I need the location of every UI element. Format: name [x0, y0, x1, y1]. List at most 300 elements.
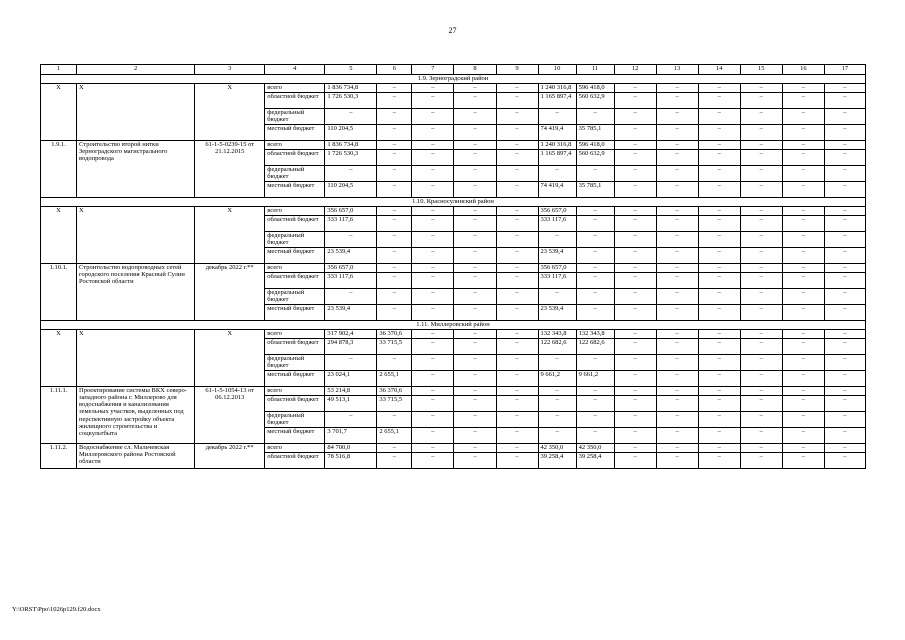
funding-source-label: местный бюджет [265, 305, 325, 321]
amount-cell: – [740, 305, 782, 321]
amount-cell: – [454, 248, 496, 264]
amount-cell: – [412, 273, 454, 289]
amount-cell: – [782, 109, 824, 125]
amount-cell: – [496, 305, 538, 321]
amount-cell: – [377, 305, 412, 321]
amount-cell: 35 785,1 [576, 182, 614, 198]
table-row [41, 264, 866, 273]
funding-source-label: местный бюджет [265, 182, 325, 198]
amount-cell: 333 117,6 [325, 273, 377, 289]
amount-cell: – [782, 125, 824, 141]
item-name: Х [77, 207, 195, 264]
amount-cell: 1 726 530,3 [325, 93, 377, 109]
funding-source-label: областной бюджет [265, 396, 325, 412]
amount-cell: – [576, 289, 614, 305]
amount-cell: – [325, 289, 377, 305]
amount-cell: – [740, 339, 782, 355]
amount-cell: – [614, 109, 656, 125]
amount-cell: 596 418,0 [576, 141, 614, 150]
amount-cell: – [496, 289, 538, 305]
amount-cell: – [614, 330, 656, 339]
funding-source-label: областной бюджет [265, 150, 325, 166]
amount-cell: – [454, 264, 496, 273]
amount-cell: – [412, 371, 454, 387]
amount-cell: – [656, 248, 698, 264]
amount-cell: – [454, 273, 496, 289]
amount-cell: – [656, 371, 698, 387]
amount-cell: – [412, 264, 454, 273]
amount-cell: – [538, 396, 576, 412]
amount-cell: – [698, 264, 740, 273]
funding-source-label: всего [265, 207, 325, 216]
column-header: 9 [496, 65, 538, 75]
amount-cell: – [740, 141, 782, 150]
amount-cell: – [325, 166, 377, 182]
amount-cell: 49 513,1 [325, 396, 377, 412]
amount-cell: 356 657,0 [538, 207, 576, 216]
item-document: декабрь 2022 г.** [195, 444, 265, 469]
amount-cell: – [538, 166, 576, 182]
column-header: 5 [325, 65, 377, 75]
column-header: 14 [698, 65, 740, 75]
funding-source-label: всего [265, 264, 325, 273]
amount-cell: – [782, 339, 824, 355]
amount-cell: 36 370,6 [377, 330, 412, 339]
amount-cell: 1 836 734,8 [325, 141, 377, 150]
funding-source-label: федеральный бюджет [265, 232, 325, 248]
amount-cell: – [656, 355, 698, 371]
funding-source-label: федеральный бюджет [265, 166, 325, 182]
amount-cell: – [656, 207, 698, 216]
item-number: Х [41, 330, 77, 387]
amount-cell: – [377, 355, 412, 371]
amount-cell: – [740, 444, 782, 453]
budget-table [40, 64, 866, 469]
amount-cell: – [614, 355, 656, 371]
amount-cell: – [412, 305, 454, 321]
amount-cell: – [782, 150, 824, 166]
amount-cell: – [614, 428, 656, 444]
amount-cell: 317 902,4 [325, 330, 377, 339]
amount-cell: – [824, 141, 865, 150]
amount-cell: 1 240 316,8 [538, 141, 576, 150]
amount-cell: – [576, 109, 614, 125]
funding-source-label: федеральный бюджет [265, 109, 325, 125]
amount-cell: – [496, 330, 538, 339]
amount-cell: 356 657,0 [538, 264, 576, 273]
column-header: 13 [656, 65, 698, 75]
amount-cell: – [824, 412, 865, 428]
amount-cell: – [496, 248, 538, 264]
amount-cell: – [740, 453, 782, 469]
amount-cell: – [454, 305, 496, 321]
amount-cell: – [656, 428, 698, 444]
item-name: Проектирование системы ВКХ северо-западного района г. Миллерово для водоснабжения и канализования земельных участков, выделенных под перспективную застройку объекта жилищного строительства и соцкультбыта [77, 387, 195, 444]
amount-cell: 39 258,4 [576, 453, 614, 469]
amount-cell: 53 214,8 [325, 387, 377, 396]
amount-cell: 23 539,4 [325, 248, 377, 264]
amount-cell: 356 657,0 [325, 264, 377, 273]
amount-cell: – [412, 412, 454, 428]
amount-cell: – [656, 264, 698, 273]
amount-cell: – [656, 453, 698, 469]
amount-cell: – [614, 273, 656, 289]
amount-cell: – [454, 330, 496, 339]
page-number: 27 [448, 26, 457, 35]
amount-cell: – [377, 84, 412, 93]
amount-cell: 560 632,9 [576, 93, 614, 109]
amount-cell: – [824, 273, 865, 289]
amount-cell: – [824, 93, 865, 109]
amount-cell: – [496, 125, 538, 141]
amount-cell: – [782, 84, 824, 93]
amount-cell: 110 204,5 [325, 182, 377, 198]
amount-cell: – [740, 166, 782, 182]
column-header: 1 [41, 65, 77, 75]
amount-cell: – [656, 84, 698, 93]
amount-cell: – [377, 289, 412, 305]
amount-cell: – [698, 453, 740, 469]
amount-cell: – [824, 371, 865, 387]
amount-cell: – [412, 182, 454, 198]
amount-cell: – [656, 273, 698, 289]
amount-cell: – [656, 232, 698, 248]
amount-cell: – [576, 264, 614, 273]
amount-cell: – [782, 166, 824, 182]
amount-cell: – [782, 444, 824, 453]
amount-cell: – [698, 371, 740, 387]
column-header: 11 [576, 65, 614, 75]
funding-source-label: местный бюджет [265, 428, 325, 444]
amount-cell: 333 117,6 [538, 216, 576, 232]
amount-cell: 2 655,1 [377, 371, 412, 387]
amount-cell: – [538, 289, 576, 305]
amount-cell: 42 350,0 [576, 444, 614, 453]
amount-cell: – [782, 248, 824, 264]
amount-cell: – [824, 248, 865, 264]
amount-cell: – [377, 93, 412, 109]
column-header: 17 [824, 65, 865, 75]
amount-cell: – [496, 264, 538, 273]
amount-cell: 23 024,1 [325, 371, 377, 387]
amount-cell: – [824, 216, 865, 232]
funding-source-label: областной бюджет [265, 216, 325, 232]
amount-cell: – [412, 453, 454, 469]
amount-cell: 333 117,6 [325, 216, 377, 232]
item-document: декабрь 2022 г.** [195, 264, 265, 321]
amount-cell: – [740, 109, 782, 125]
amount-cell: – [412, 150, 454, 166]
amount-cell: – [454, 109, 496, 125]
amount-cell: – [656, 330, 698, 339]
funding-source-label: областной бюджет [265, 453, 325, 469]
amount-cell: – [614, 141, 656, 150]
amount-cell: – [614, 93, 656, 109]
amount-cell: – [576, 355, 614, 371]
amount-cell: – [824, 182, 865, 198]
amount-cell: – [656, 444, 698, 453]
amount-cell: 33 715,5 [377, 396, 412, 412]
amount-cell: – [740, 387, 782, 396]
amount-cell: – [377, 264, 412, 273]
table-row [41, 444, 866, 453]
amount-cell: – [614, 84, 656, 93]
amount-cell: – [412, 387, 454, 396]
item-name: Строительство водопроводных сетей городского поселения Красный Сулин Ростовской области [77, 264, 195, 321]
amount-cell: – [377, 207, 412, 216]
amount-cell: – [412, 339, 454, 355]
amount-cell: – [614, 387, 656, 396]
amount-cell: – [576, 166, 614, 182]
section-row [41, 321, 866, 330]
amount-cell: 1 165 897,4 [538, 93, 576, 109]
amount-cell: 1 726 530,3 [325, 150, 377, 166]
amount-cell: – [454, 387, 496, 396]
amount-cell: 23 539,4 [325, 305, 377, 321]
amount-cell: – [377, 125, 412, 141]
amount-cell: – [412, 141, 454, 150]
amount-cell: – [656, 387, 698, 396]
amount-cell: – [496, 273, 538, 289]
amount-cell: – [412, 232, 454, 248]
amount-cell: – [698, 182, 740, 198]
amount-cell: – [824, 264, 865, 273]
amount-cell: – [656, 141, 698, 150]
amount-cell: – [614, 339, 656, 355]
item-document: Х [195, 84, 265, 141]
item-number: 1.9.1. [41, 141, 77, 198]
funding-source-label: федеральный бюджет [265, 289, 325, 305]
amount-cell: – [656, 289, 698, 305]
amount-cell: – [698, 207, 740, 216]
amount-cell: – [538, 232, 576, 248]
amount-cell: – [824, 232, 865, 248]
amount-cell: – [496, 428, 538, 444]
amount-cell: – [656, 216, 698, 232]
funding-source-label: областной бюджет [265, 339, 325, 355]
amount-cell: 84 700,0 [325, 444, 377, 453]
item-number: 1.10.1. [41, 264, 77, 321]
amount-cell: – [377, 453, 412, 469]
amount-cell: 9 661,2 [576, 371, 614, 387]
amount-cell: – [412, 428, 454, 444]
amount-cell: – [412, 355, 454, 371]
amount-cell: – [377, 182, 412, 198]
amount-cell: – [377, 216, 412, 232]
amount-cell: 1 165 897,4 [538, 150, 576, 166]
column-header: 2 [77, 65, 195, 75]
amount-cell: 110 204,5 [325, 125, 377, 141]
amount-cell: – [698, 339, 740, 355]
amount-cell: 23 539,4 [538, 248, 576, 264]
amount-cell: 74 419,4 [538, 182, 576, 198]
funding-source-label: областной бюджет [265, 273, 325, 289]
amount-cell: – [824, 428, 865, 444]
amount-cell: – [496, 453, 538, 469]
amount-cell: – [782, 453, 824, 469]
amount-cell: – [656, 182, 698, 198]
amount-cell: – [325, 355, 377, 371]
amount-cell: – [824, 125, 865, 141]
amount-cell: – [377, 412, 412, 428]
amount-cell: – [496, 339, 538, 355]
amount-cell: 596 418,0 [576, 84, 614, 93]
amount-cell: – [496, 93, 538, 109]
amount-cell: – [824, 355, 865, 371]
amount-cell: – [496, 216, 538, 232]
amount-cell: – [576, 273, 614, 289]
amount-cell: – [824, 339, 865, 355]
amount-cell: – [698, 216, 740, 232]
item-name: Строительство второй нитки Зерноградского магистрального водопровода [77, 141, 195, 198]
amount-cell: – [656, 125, 698, 141]
amount-cell: – [614, 453, 656, 469]
amount-cell: – [538, 109, 576, 125]
amount-cell: – [412, 109, 454, 125]
amount-cell: – [454, 232, 496, 248]
amount-cell: – [782, 387, 824, 396]
amount-cell: – [824, 84, 865, 93]
amount-cell: – [740, 412, 782, 428]
item-name: Водоснабжение сл. Мальчевская Миллеровского района Ростовской области [77, 444, 195, 469]
amount-cell: – [740, 264, 782, 273]
table-row [41, 330, 866, 339]
amount-cell: – [377, 273, 412, 289]
amount-cell: – [782, 216, 824, 232]
amount-cell: – [656, 305, 698, 321]
amount-cell: – [614, 412, 656, 428]
amount-cell: – [538, 412, 576, 428]
amount-cell: – [782, 330, 824, 339]
amount-cell: – [782, 355, 824, 371]
amount-cell: – [496, 412, 538, 428]
amount-cell: – [656, 93, 698, 109]
amount-cell: – [740, 396, 782, 412]
table-row [41, 387, 866, 396]
item-number: 1.11.2. [41, 444, 77, 469]
amount-cell: – [740, 273, 782, 289]
amount-cell: – [496, 166, 538, 182]
amount-cell: – [740, 207, 782, 216]
amount-cell: – [698, 330, 740, 339]
amount-cell: – [782, 182, 824, 198]
amount-cell: – [412, 125, 454, 141]
amount-cell: – [824, 207, 865, 216]
amount-cell: – [377, 248, 412, 264]
amount-cell: – [782, 207, 824, 216]
amount-cell: – [614, 289, 656, 305]
amount-cell: 35 785,1 [576, 125, 614, 141]
amount-cell: – [496, 387, 538, 396]
amount-cell: 560 632,9 [576, 150, 614, 166]
amount-cell: – [412, 166, 454, 182]
amount-cell: – [496, 396, 538, 412]
amount-cell: – [740, 182, 782, 198]
funding-source-label: всего [265, 330, 325, 339]
amount-cell: 122 682,6 [576, 339, 614, 355]
column-header: 6 [377, 65, 412, 75]
amount-cell: – [576, 305, 614, 321]
amount-cell: – [454, 428, 496, 444]
column-header: 16 [782, 65, 824, 75]
amount-cell: – [698, 355, 740, 371]
amount-cell: – [698, 232, 740, 248]
amount-cell: – [614, 182, 656, 198]
item-number: 1.11.1. [41, 387, 77, 444]
amount-cell: – [698, 305, 740, 321]
amount-cell: – [454, 125, 496, 141]
section-row [41, 75, 866, 84]
amount-cell: – [740, 355, 782, 371]
amount-cell: – [740, 248, 782, 264]
item-document: Х [195, 207, 265, 264]
amount-cell: – [325, 412, 377, 428]
amount-cell: – [496, 182, 538, 198]
amount-cell: – [614, 305, 656, 321]
amount-cell: – [782, 412, 824, 428]
amount-cell: 356 657,0 [325, 207, 377, 216]
column-header: 12 [614, 65, 656, 75]
amount-cell: – [412, 289, 454, 305]
amount-cell: – [576, 232, 614, 248]
amount-cell: – [698, 166, 740, 182]
amount-cell: – [377, 166, 412, 182]
amount-cell: – [576, 387, 614, 396]
amount-cell: – [698, 248, 740, 264]
amount-cell: – [698, 93, 740, 109]
amount-cell: – [325, 109, 377, 125]
amount-cell: 2 655,1 [377, 428, 412, 444]
amount-cell: 294 878,3 [325, 339, 377, 355]
amount-cell: – [656, 396, 698, 412]
amount-cell: – [614, 216, 656, 232]
amount-cell: – [656, 339, 698, 355]
amount-cell: – [824, 387, 865, 396]
table-row [41, 84, 866, 93]
item-document: 61-1-5-0239-15 от 21.12.2015 [195, 141, 265, 198]
amount-cell: – [538, 428, 576, 444]
amount-cell: – [496, 84, 538, 93]
amount-cell: – [576, 216, 614, 232]
table-row [41, 141, 866, 150]
amount-cell: – [454, 371, 496, 387]
funding-source-label: всего [265, 387, 325, 396]
amount-cell: – [377, 109, 412, 125]
amount-cell: – [614, 166, 656, 182]
amount-cell: – [698, 396, 740, 412]
amount-cell: – [740, 125, 782, 141]
amount-cell: – [412, 248, 454, 264]
amount-cell: – [698, 141, 740, 150]
amount-cell: – [454, 84, 496, 93]
amount-cell: – [824, 166, 865, 182]
amount-cell: 132 343,8 [538, 330, 576, 339]
amount-cell: – [454, 444, 496, 453]
funding-source-label: федеральный бюджет [265, 412, 325, 428]
amount-cell: 42 350,0 [538, 444, 576, 453]
amount-cell: – [740, 93, 782, 109]
item-number: Х [41, 207, 77, 264]
amount-cell: – [740, 232, 782, 248]
amount-cell: 74 419,4 [538, 125, 576, 141]
amount-cell: – [454, 207, 496, 216]
amount-cell: – [454, 150, 496, 166]
amount-cell: – [614, 150, 656, 166]
amount-cell: 9 661,2 [538, 371, 576, 387]
amount-cell: – [454, 216, 496, 232]
amount-cell: – [824, 453, 865, 469]
amount-cell: – [782, 93, 824, 109]
